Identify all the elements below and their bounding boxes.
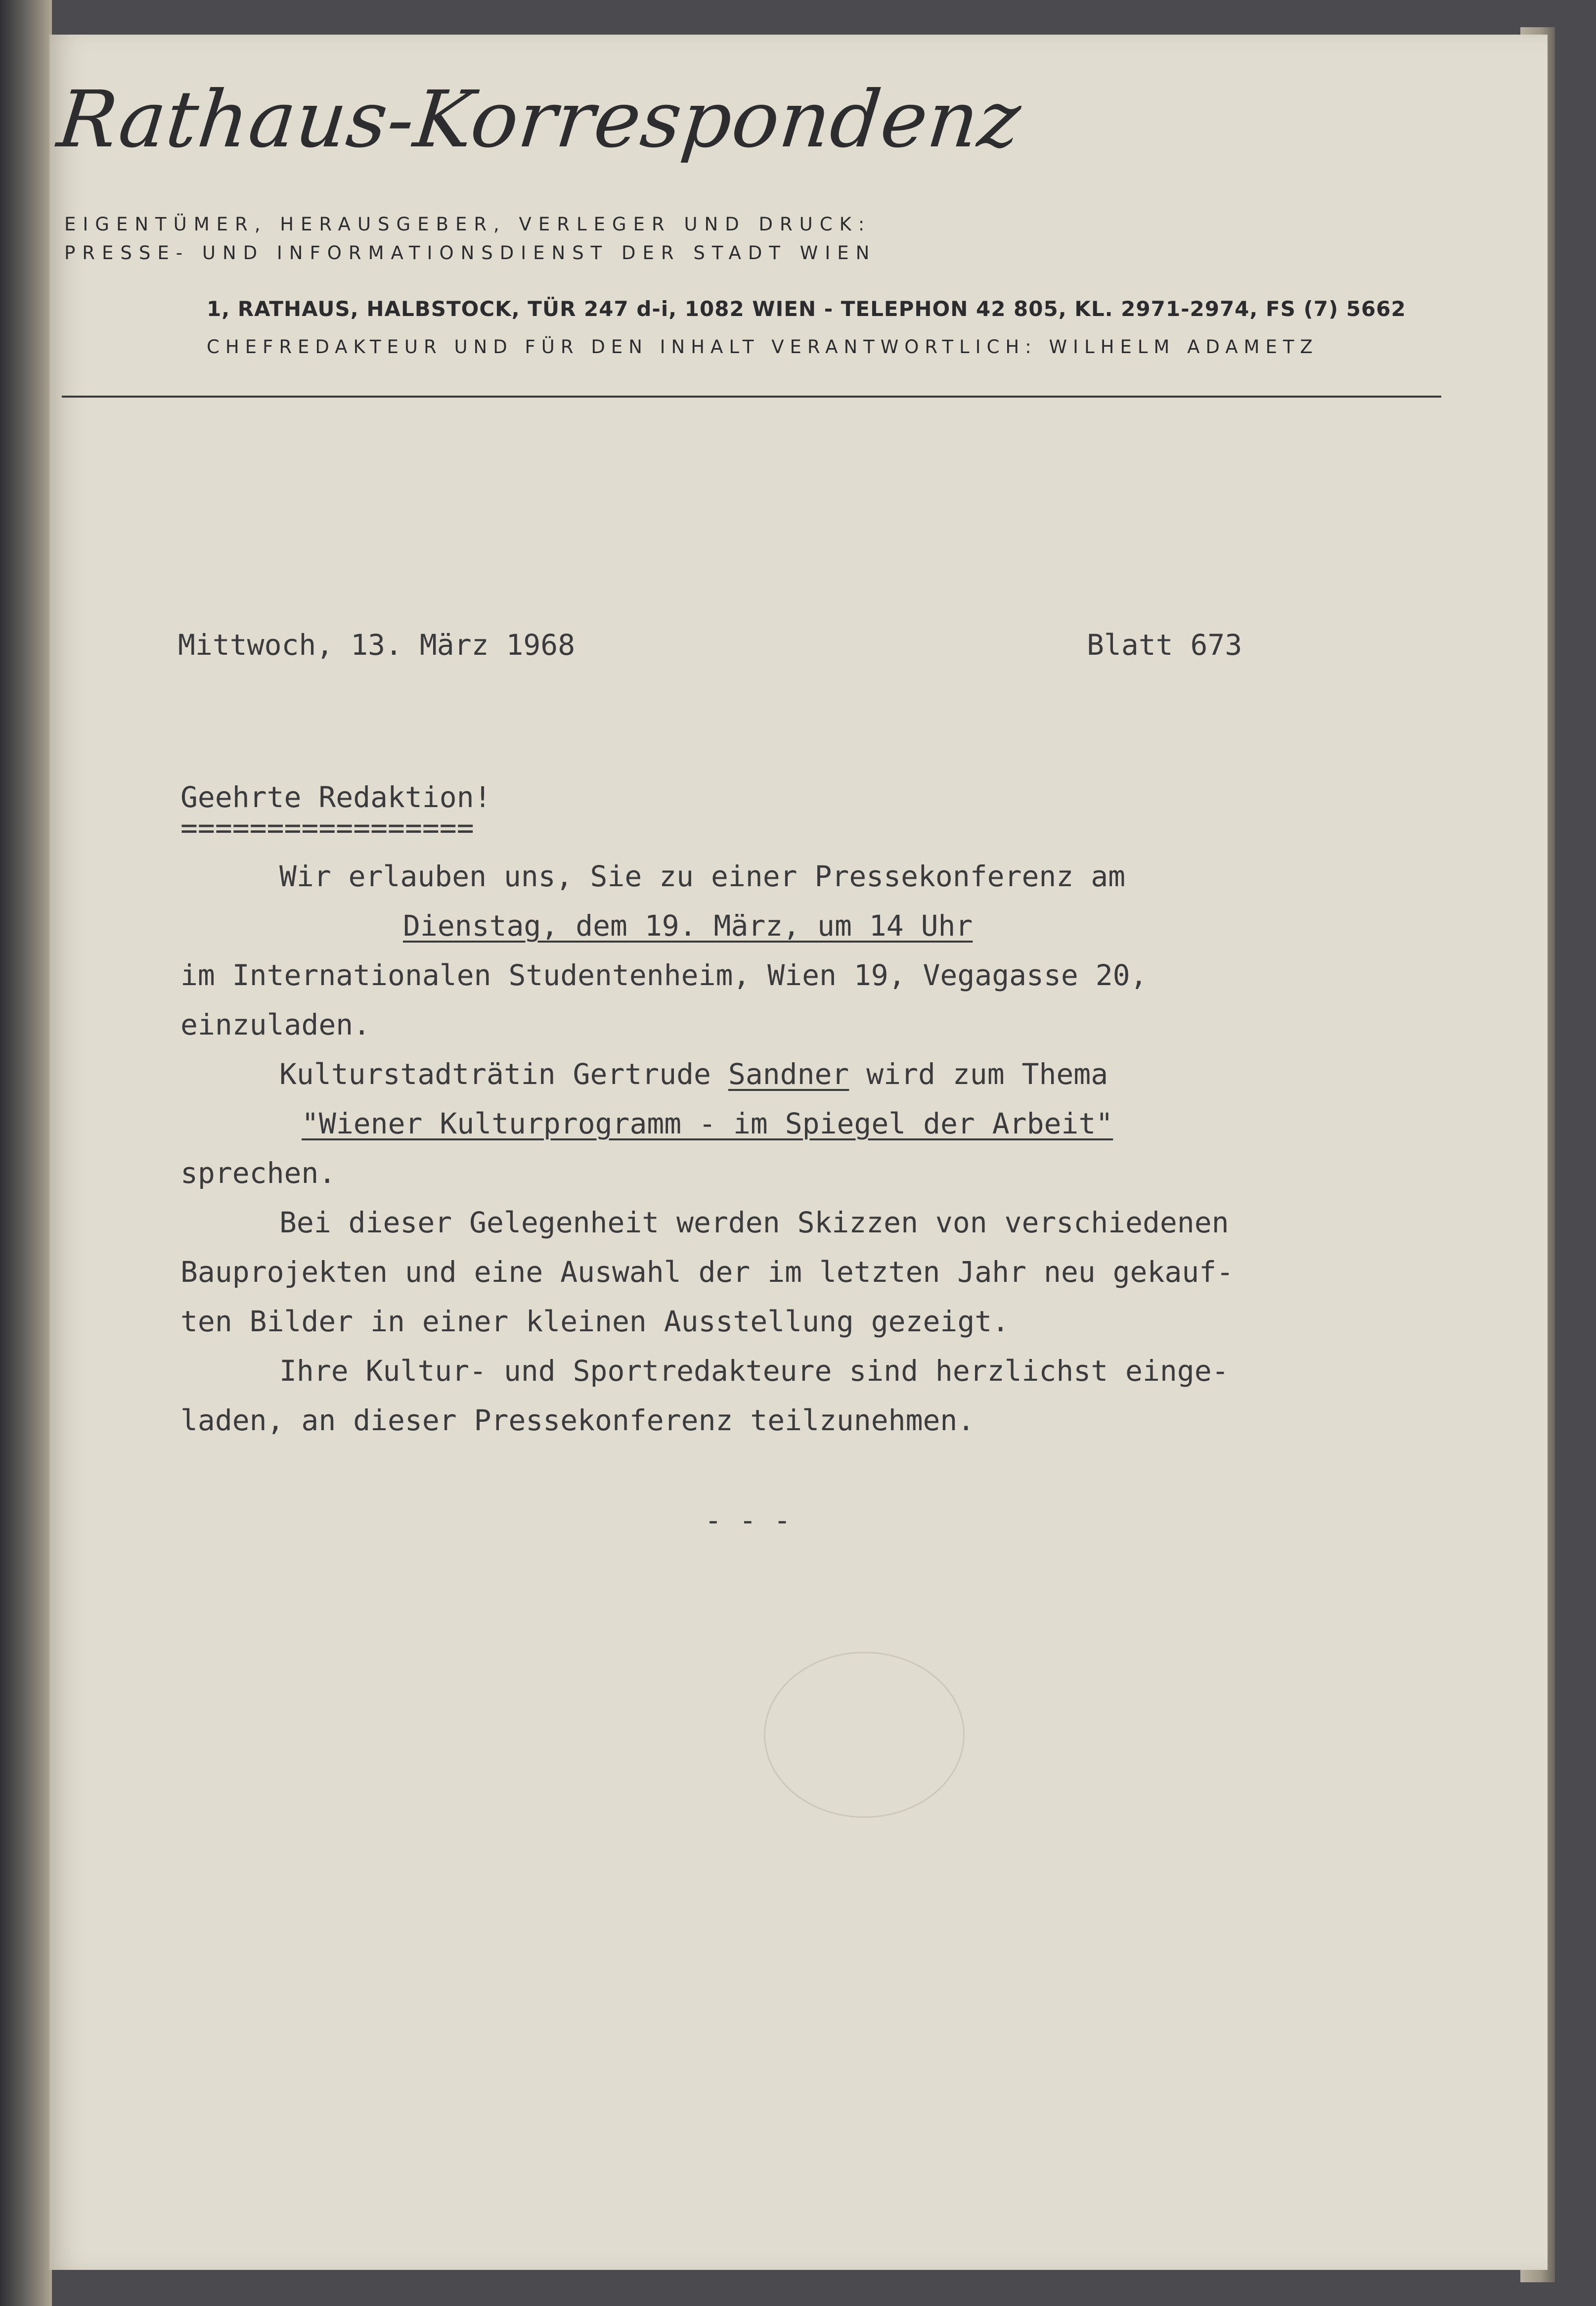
letter-date: Mittwoch, 13. März 1968 (178, 628, 576, 662)
end-mark: - - - (705, 1503, 791, 1537)
salutation: Geehrte Redaktion! (180, 780, 491, 814)
talk-topic: "Wiener Kulturprogramm - im Spiegel der Arbeit" (302, 1107, 1113, 1140)
paragraph-1-line-3: im Internationalen Studentenheim, Wien 19, Vegagasse 20, (180, 958, 1148, 992)
salutation-rule: ================= (180, 811, 474, 845)
faint-stamp-mark (764, 1652, 965, 1818)
document-page (49, 35, 1548, 2270)
paragraph-1-line-1: Wir erlauben uns, Sie zu einer Pressekonferenz am (279, 859, 1126, 893)
address-line: 1, RATHAUS, HALBSTOCK, TÜR 247 d-i, 1082 WIEN - TELEPHON 42 805, KL. 2971-2974, FS (7) 5662 (207, 297, 1406, 321)
owner-line-2: PRESSE- UND INFORMATIONSDIENST DER STADT WIEN (64, 242, 877, 264)
paragraph-2-line-1 (279, 1057, 1108, 1091)
paragraph-3-line-2: Bauprojekten und eine Auswahl der im letzten Jahr neu gekauf- (180, 1255, 1234, 1289)
paragraph-4-line-2: laden, an dieser Pressekonferenz teilzunehmen. (180, 1403, 975, 1437)
speaker-name: Sandner (728, 1057, 849, 1091)
paragraph-1-line-4: einzuladen. (180, 1008, 371, 1041)
paragraph-4-line-1: Ihre Kultur- und Sportredakteure sind herzlichst einge- (279, 1354, 1229, 1388)
paragraph-1-line-2: Dienstag, dem 19. März, um 14 Uhr (403, 909, 973, 943)
book-binding (0, 0, 52, 2306)
paragraph-2-lead: Kulturstadträtin Gertrude (279, 1057, 728, 1091)
owner-line-1: EIGENTÜMER, HERAUSGEBER, VERLEGER UND DRUCK: (64, 214, 872, 235)
paragraph-3-line-1: Bei dieser Gelegenheit werden Skizzen von verschiedenen (279, 1206, 1229, 1239)
editor-line: CHEFREDAKTEUR UND FÜR DEN INHALT VERANTWORTLICH: WILHELM ADAMETZ (207, 336, 1319, 358)
paragraph-2-line-3: sprechen. (180, 1156, 336, 1190)
header-divider (62, 396, 1441, 398)
paragraph-3-line-3: ten Bilder in einer kleinen Ausstellung gezeigt. (180, 1305, 1010, 1338)
sheet-number: Blatt 673 (1087, 628, 1242, 662)
paragraph-2-tail: wird zum Thema (849, 1057, 1108, 1091)
masthead-title: Rathaus-Korrespondenz (53, 74, 1025, 165)
